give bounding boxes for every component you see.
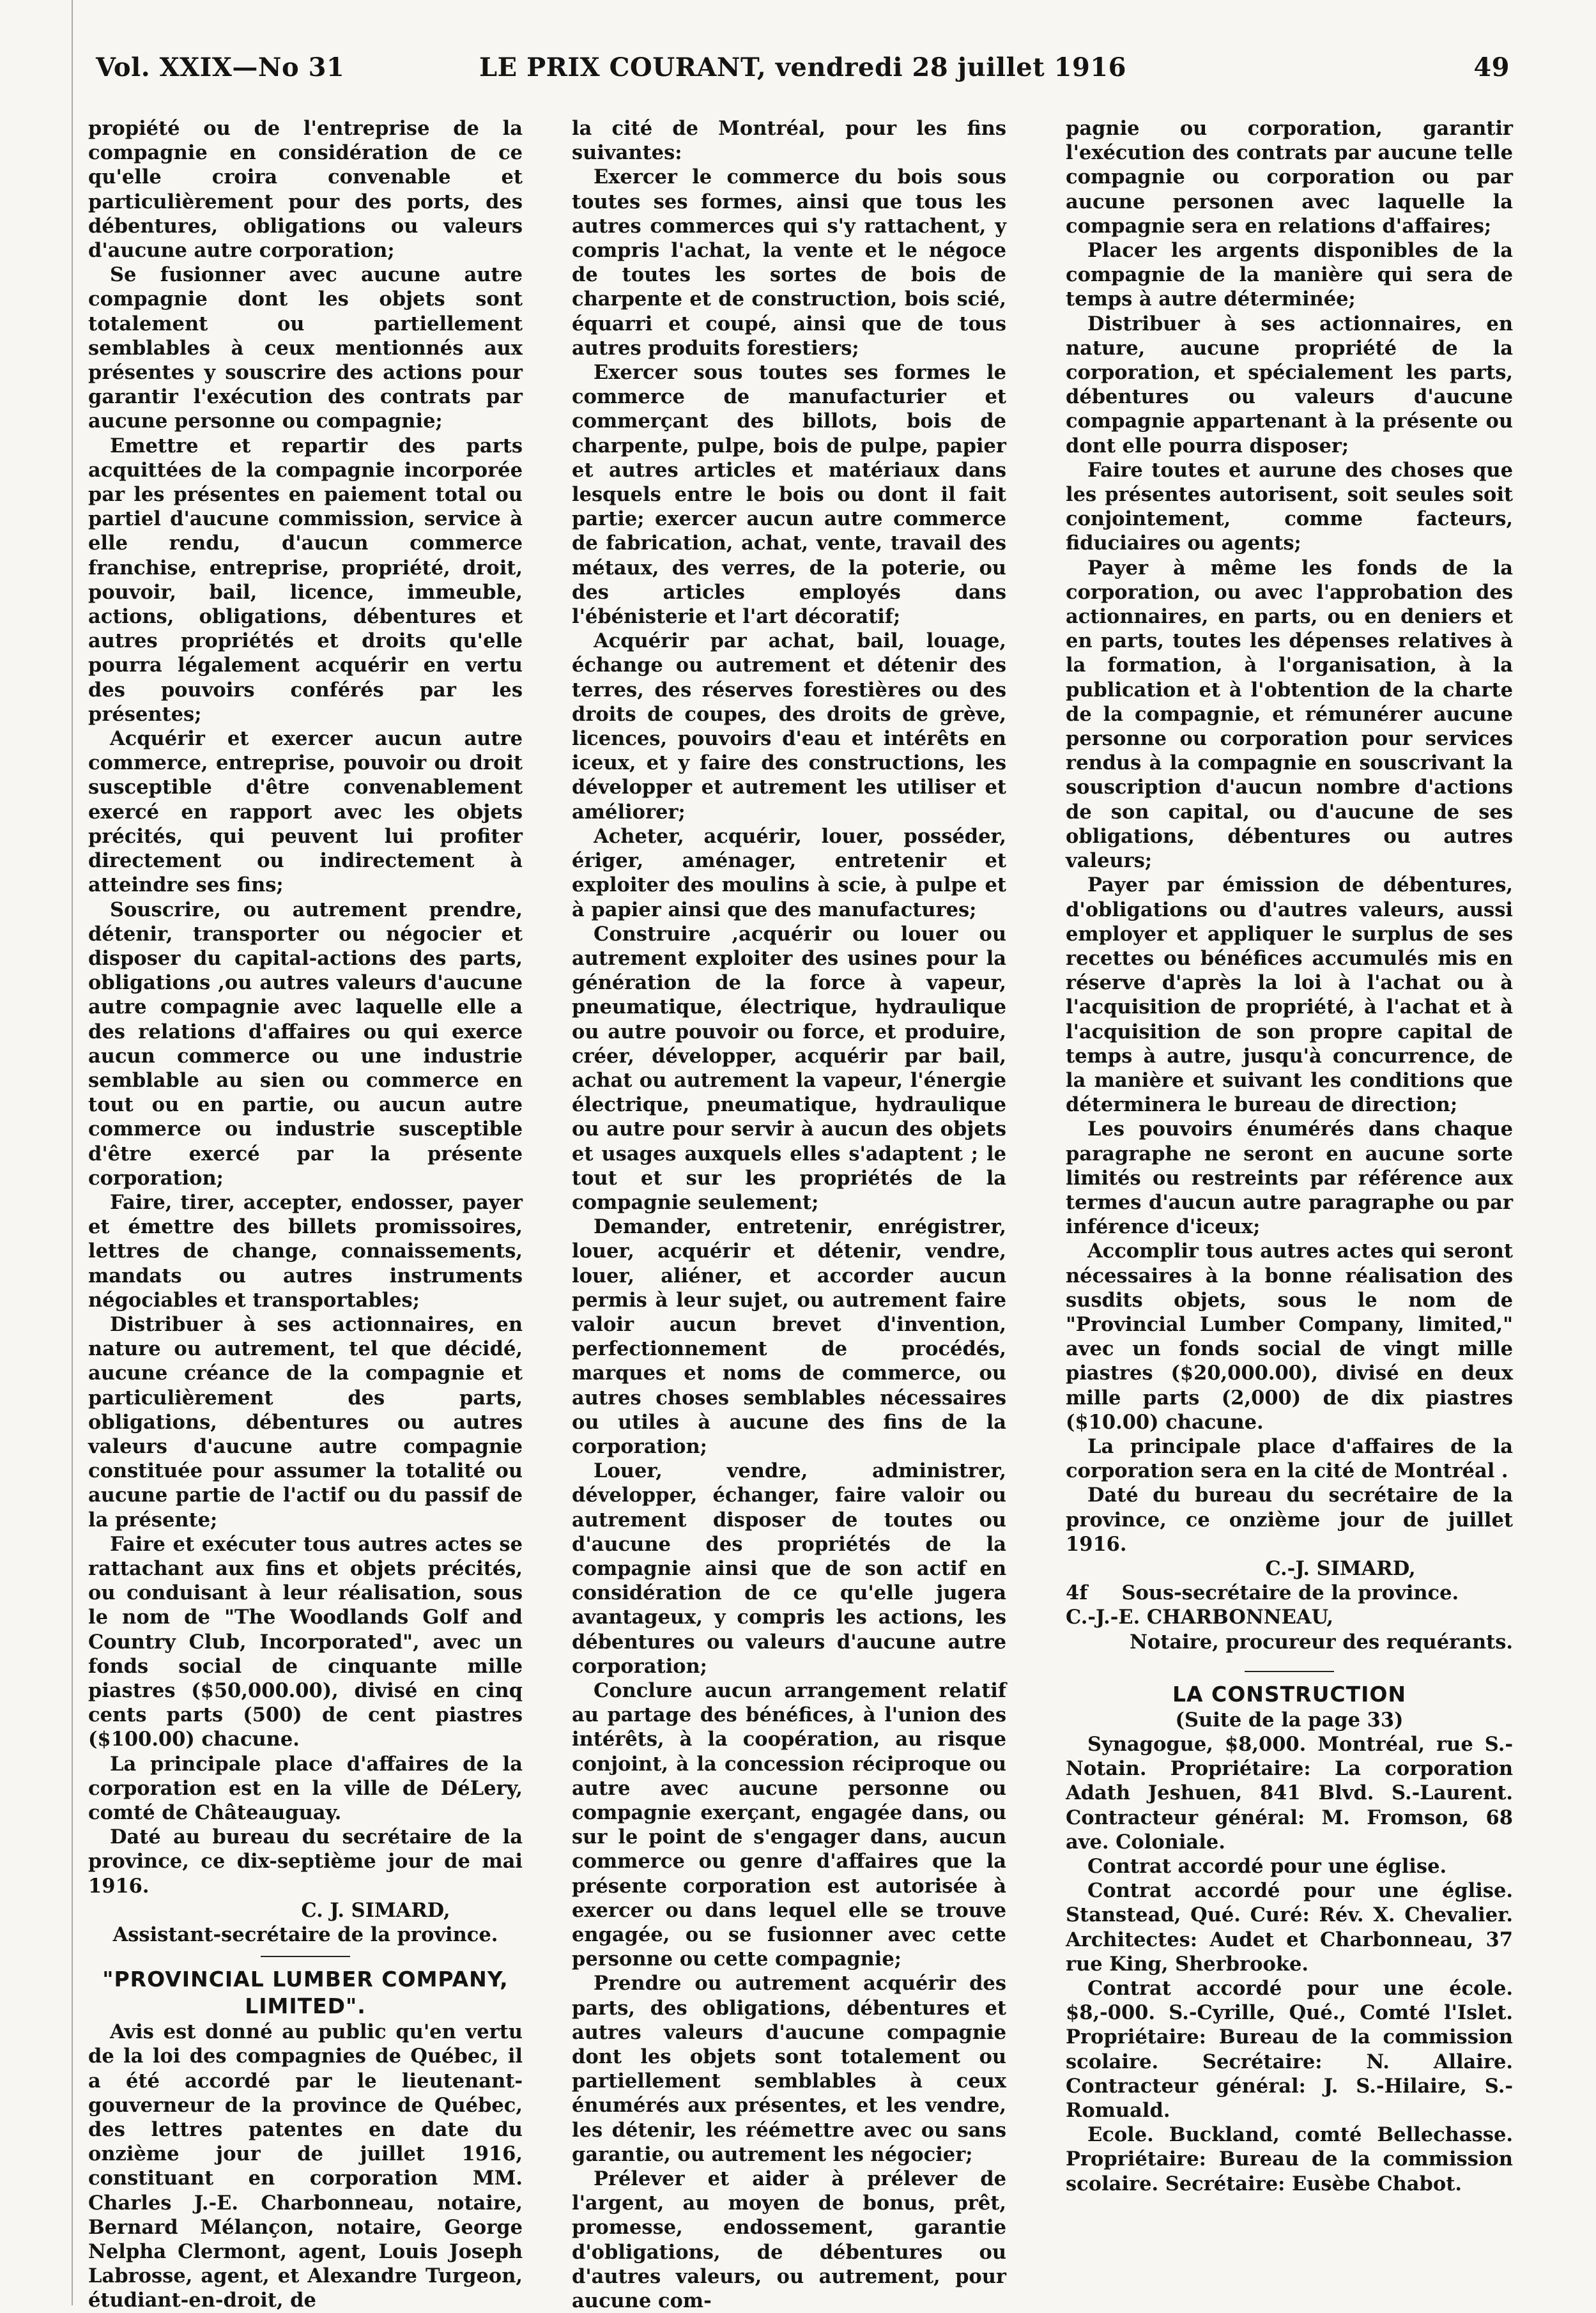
paragraph: La principale place d'affaires de la corporation sera en la cité de Montréal .	[1066, 1434, 1513, 1483]
paragraph: Accomplir tous autres actes qui seront nécessaires à la bonne réalisation des susdits objets, sous le nom de "Provincial Lumber Company, limited," avec un fonds social de vingt mille piastres ($20,000.00), divisé en deux mille parts (2,000) de dix piastres ($10.00) chacune.	[1066, 1240, 1513, 1434]
signature-name: C. J. SIMARD,	[301, 1898, 450, 1922]
signature-name: C.-J. SIMARD,	[1265, 1556, 1416, 1580]
section-divider	[1245, 1671, 1334, 1672]
paragraph: Daté du bureau du secrétaire de la province, ce onzième jour de juillet 1916.	[1066, 1484, 1513, 1556]
paragraph: Acheter, acquérir, louer, posséder, ériger, aménager, entretenir et exploiter des moulins à scie, à pulpe et à papier ainsi que des manufactures;	[572, 824, 1006, 921]
newspaper-title: LE PRIX COURANT, vendredi 28 juillet 1916	[479, 52, 1126, 82]
paragraph: Conclure aucun arrangement relatif au partage des bénéfices, à l'union des intérêts, à la coopération, au risque conjoint, à la concession réciproque ou autre avec aucune personne ou compagnie exerçant, engagée dans, ou sur le point de s'engager dans, aucun commerce ou genre d'affaires que la présente corporation est autorisée à exercer ou dans lequel elle se trouve engagée, ou se fusionner avec cette personne ou cette compagnie;	[572, 1679, 1006, 1971]
paragraph: Demander, entretenir, enrégistrer, louer, acquérir et détenir, vendre, louer, aliéner, et accorder aucun permis à leur sujet, ou autrement faire valoir aucun brevet d'invention, perfectionnement de procédés, marques et noms de commerce, ou autres choses semblables nécessaires ou utiles à aucune des fins de la corporation;	[572, 1215, 1006, 1458]
construction-entry: Synagogue, $8,000. Montréal, rue S.-Notain. Propriétaire: La corporation Adath Jeshuen, 841 Blvd. S.-Laurent. Contracteur général: M. Fromson, 68 ave. Coloniale.	[1066, 1733, 1513, 1854]
signature-name-2: C.-J.-E. CHARBONNEAU,	[1066, 1606, 1333, 1629]
paragraph: Emettre et repartir des parts acquittées de la compagnie incorporée par les présentes en paiement total ou partiel d'aucune commission, service à elle rendu, d'aucun commerce franchise, entreprise, propriété, droit, pouvoir, bail, licence, immeuble, actions, obligations, débentures et autres propriétés et droits qu'elle pourra légalement acquérir en vertu des pouvoirs conférés par les présentes;	[88, 434, 523, 726]
section-divider	[261, 1956, 350, 1957]
paragraph: Les pouvoirs énumérés dans chaque paragraphe ne seront en aucune sorte limités ou restreints par référence aux termes d'aucun autre paragraphe ou par inférence d'iceux;	[1066, 1118, 1513, 1239]
section-subheading: (Suite de la page 33)	[1175, 1708, 1404, 1732]
section-heading: LA CONSTRUCTION	[1172, 1681, 1407, 1707]
paragraph: La principale place d'affaires de la corporation est en la ville de DéLery, comté de Châteauguay.	[88, 1752, 523, 1825]
construction-entry: Contrat accordé pour une école. $8,-000. S.-Cyrille, Qué., Comté l'Islet. Propriétaire: Bureau de la commission scolaire. Secrétaire: N. Allaire. Contracteur général: J. S.-Hilaire, S.-Romuald.	[1066, 1977, 1513, 2123]
paragraph: Prélever et aider à prélever de l'argent, au moyen de bonus, prêt, promesse, endossement, garantie d'obligations, de débentures ou d'autres valeurs, ou autrement, pour aucune com-	[572, 2167, 1006, 2313]
paragraph: Distribuer à ses actionnaires, en nature, aucune propriété de la corporation, et spécialement les parts, débentures ou valeurs d'aucune compagnie appartenant à la présente ou dont elle pourra disposer;	[1066, 312, 1513, 457]
notice-paragraph: Avis est donné au public qu'en vertu de la loi des compagnies de Québec, il a été accordé par le lieutenant-gouverneur de la province de Québec, des lettres patentes en date du onzième jour de juillet 1916, constituant en corporation MM. Charles J.-E. Charbonneau, notaire, Bernard Mélançon, notaire, George Nelpha Clermont, agent, Louis Joseph Labrosse, agent, et Alexandre Turgeon, étudiant-en-droit, de	[88, 2020, 523, 2312]
construction-entry: Ecole. Buckland, comté Bellechasse. Propriétaire: Bureau de la commission scolaire. Secrétaire: Eusèbe Chabot.	[1066, 2123, 1513, 2195]
column-1	[88, 116, 523, 2312]
construction-entry: Contrat accordé pour une église.	[1087, 1855, 1447, 1879]
column-3	[1066, 116, 1513, 2276]
signature-title-2: Notaire, procureur des requérants.	[1130, 1630, 1513, 1654]
paragraph: pagnie ou corporation, garantir l'exécution des contrats par aucune telle compagnie ou corporation ou par aucune personen avec laquelle la compagnie sera en relations d'affaires;	[1066, 117, 1513, 238]
paragraph: Souscrire, ou autrement prendre, détenir, transporter ou négocier et disposer du capital-actions des parts, obligations ,ou autres valeurs d'aucune autre compagnie avec laquelle elle a des relations d'affaires ou qui exerce aucun commerce ou une industrie semblable au sien ou commerce en tout ou en partie, ou aucun autre commerce ou industrie susceptible d'être exercé par la présente corporation;	[88, 898, 523, 1190]
paragraph: la cité de Montréal, pour les fins suivantes:	[572, 117, 1006, 165]
paragraph: Payer à même les fonds de la corporation, ou avec l'approbation des actionnaires, en parts, ou en deniers et en parts, toutes les dépenses relatives à la formation, à l'organisation, à la publication et à l'obtention de la charte de la compagnie, et rémunérer aucune personne ou corporation pour services rendus à la compagnie en souscrivant la souscription d'aucun nombre d'actions de son capital, ou d'aucune de ses obligations, débentures ou autres valeurs;	[1066, 556, 1513, 873]
signature-title: Sous-secrétaire de la province.	[1121, 1581, 1459, 1605]
paragraph: Construire ,acquérir ou louer ou autrement exploiter des usines pour la génération de la force à vapeur, pneumatique, électrique, hydraulique ou autre pouvoir ou force, et produire, créer, développer, acquérir par bail, achat ou autrement la vapeur, l'énergie électrique, pneumatique, hydraulique ou autre pour servir à aucun des objets et usages auxquels elles s'adaptent ; le tout et sur les propriétés de la compagnie seulement;	[572, 922, 1006, 1214]
paragraph: Placer les argents disponibles de la compagnie de la manière qui sera de temps à autre déterminée;	[1066, 239, 1513, 311]
paragraph: Payer par émission de débentures, d'obligations ou d'autres valeurs, aussi employer et appliquer le surplus de ses recettes ou bénéfices accumulés mis en réserve d'après la loi à l'achat ou à l'acquisition de propriété, à l'achat et à l'acquisition de son propre capital de temps à autre, jusqu'à concurrence, de la manière et suivant les conditions que déterminera le bureau de direction;	[1066, 873, 1513, 1117]
signature-line	[1066, 1581, 1513, 1605]
notice-heading: "PROVINCIAL LUMBER COMPANY, LIMITED".	[102, 1967, 509, 2019]
page-number: 49	[1473, 52, 1510, 82]
paragraph: Faire toutes et aurune des choses que les présentes autorisent, soit seules soit conjointement, comme facteurs, fiduciaires ou agents;	[1066, 458, 1513, 555]
paragraph: propiété ou de l'entreprise de la compagnie en considération de ce qu'elle croira convenable et particulièrement pour des ports, des débentures, obligations ou valeurs d'aucune autre corporation;	[88, 117, 523, 263]
paragraph: Exercer le commerce du bois sous toutes ses formes, ainsi que tous les autres commerces qui s'y rattachent, y compris l'achat, la vente et le négoce de toutes les sortes de bois de charpente et de construction, bois scié, équarri et coupé, ainsi que de tous autres produits forestiers;	[572, 165, 1006, 360]
scan-edge-line	[72, 0, 73, 2305]
paragraph: Acquérir par achat, bail, louage, échange ou autrement et détenir des terres, des réserves forestières ou des droits de coupes, des droits de grève, licences, pouvoirs d'eau et intérêts en iceux, et y faire des constructions, les développer et autrement les utiliser et améliorer;	[572, 629, 1006, 824]
page-header	[96, 46, 1510, 97]
paragraph: Daté au bureau du secrétaire de la province, ce dix-septième jour de mai 1916.	[88, 1825, 523, 1898]
signature-title: Assistant-secrétaire de la province.	[112, 1923, 498, 1947]
signature-mark: 4f	[1066, 1581, 1088, 1605]
construction-entry: Contrat accordé pour une église. Stanstead, Qué. Curé: Rév. X. Chevalier. Architectes: Audet et Charbonneau, 37 rue King, Sherbrooke.	[1066, 1879, 1513, 1976]
paragraph: Prendre ou autrement acquérir des parts, des obligations, débentures et autres valeurs d'aucune compagnie dont les objets sont totalement ou partiellement semblables à ceux énumérés aux présentes, et les vendre, les détenir, les réémettre avec ou sans garantie, ou autrement les négocier;	[572, 1972, 1006, 2166]
paragraph: Exercer sous toutes ses formes le commerce de manufacturier et commerçant des billots, bois de charpente, pulpe, bois de pulpe, papier et autres articles et matériaux dans lesquels entre le bois ou dont il fait partie; exercer aucun autre commerce de fabrication, achat, vente, travail des métaux, des verres, de la poterie, ou des articles employés dans l'ébénisterie et l'art décoratif;	[572, 361, 1006, 629]
paragraph: Distribuer à ses actionnaires, en nature ou autrement, tel que décidé, aucune créance de la compagnie et particulièrement des parts, obligations, débentures ou autres valeurs d'aucune autre compagnie constituée pour assumer la totalité ou aucune partie de l'actif ou du passif de la présente;	[88, 1312, 523, 1532]
paragraph: Faire et exécuter tous autres actes se rattachant aux fins et objets précités, ou conduisant à leur réalisation, sous le nom de "The Woodlands Golf and Country Club, Incorporated", avec un fonds social de cinquante mille piastres ($50,000.00), divisé en cinq cents parts (500) de cent piastres ($100.00) chacune.	[88, 1532, 523, 1751]
paragraph: Faire, tirer, accepter, endosser, payer et émettre des billets promissoires, lettres de change, connaissements, mandats ou autres instruments négociables et transportables;	[88, 1190, 523, 1312]
paragraph: Louer, vendre, administrer, développer, échanger, faire valoir ou autrement disposer de toutes ou d'aucune des propriétés de la compagnie ainsi que de son actif en considération de ce qu'elle jugera avantageux, y compris les actions, les débentures ou valeurs d'aucune autre corporation;	[572, 1459, 1006, 1678]
volume-label: Vol. XXIX—No 31	[96, 52, 345, 82]
paragraph: Acquérir et exercer aucun autre commerce, entreprise, pouvoir ou droit susceptible d'être convenablement exercé en rapport avec les objets précités, qui peuvent lui profiter directement ou indirectement à atteindre ses fins;	[88, 727, 523, 897]
paragraph: Se fusionner avec aucune autre compagnie dont les objets sont totalement ou partiellement semblables à ceux mentionnés aux présentes y souscrire des actions pour garantir l'exécution des contrats par aucune personne ou compagnie;	[88, 263, 523, 433]
column-2	[572, 116, 1006, 2313]
